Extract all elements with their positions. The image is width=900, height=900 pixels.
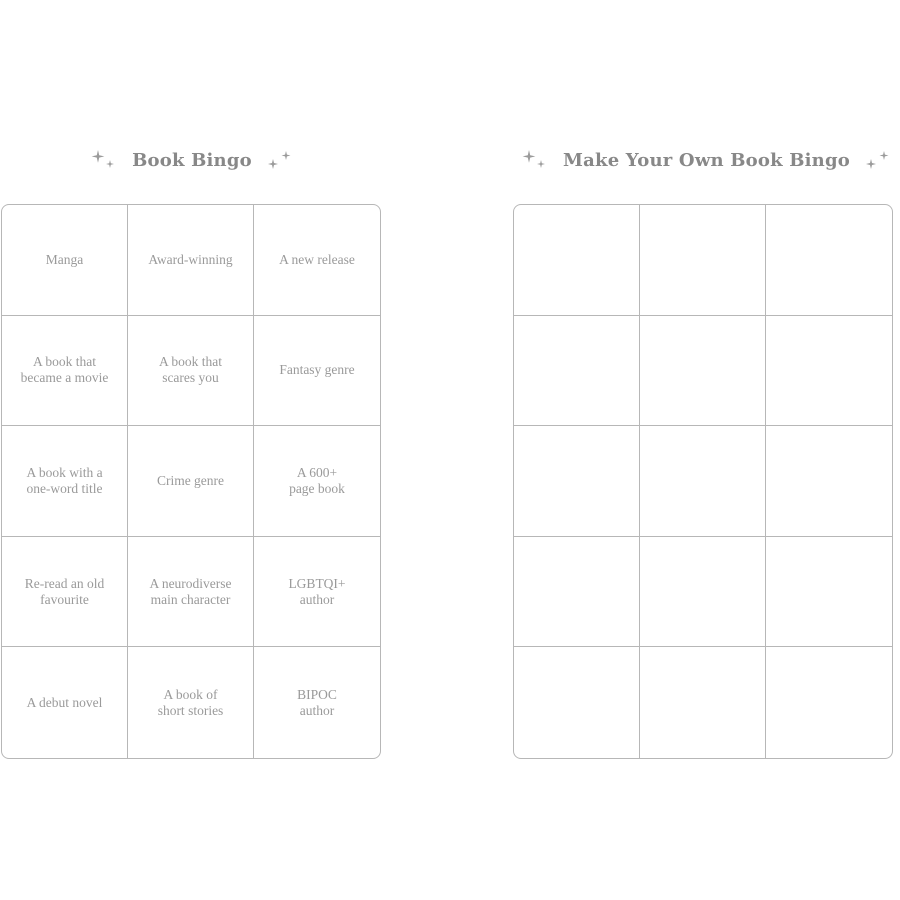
bingo-cell: [254, 537, 380, 648]
bingo-cell-label: A 600+ page book: [289, 464, 345, 496]
bingo-cell-label: Crime genre: [156, 472, 225, 488]
blank-bingo-cell: [640, 647, 766, 758]
bingo-cell: [128, 537, 254, 648]
bingo-cell-label: Award-winning: [148, 251, 233, 267]
blank-bingo-cell: [640, 205, 766, 316]
book-bingo-header: [0, 140, 384, 180]
bingo-cell-label: A new release: [279, 251, 355, 267]
bingo-cell: [128, 316, 254, 427]
bingo-cell: [254, 316, 380, 427]
bingo-cell-label: A debut novel: [26, 694, 103, 710]
bingo-cell-label: LGBTQI+ author: [288, 575, 346, 607]
sparkle-icon: [88, 146, 122, 174]
bingo-cell-label: Re-read an old favourite: [24, 575, 105, 607]
bingo-cell: [2, 205, 128, 316]
blank-bingo-cell: [640, 316, 766, 427]
bingo-cell: [128, 647, 254, 758]
make-your-own-bingo-title: Make Your Own Book Bingo: [563, 149, 850, 171]
blank-bingo-cell: [766, 537, 892, 648]
book-bingo-grid: [1, 204, 381, 759]
blank-bingo-cell: [514, 537, 640, 648]
bingo-cell-label: A book that became a movie: [20, 354, 109, 386]
sparkle-icon: [860, 146, 894, 174]
blank-bingo-cell: [766, 647, 892, 758]
bingo-cell: [254, 647, 380, 758]
bingo-cell-label: BIPOC author: [297, 686, 337, 718]
bingo-cell-label: A book with a one-word title: [26, 464, 103, 496]
blank-bingo-cell: [766, 426, 892, 537]
bingo-cell-label: A book of short stories: [157, 686, 224, 718]
make-your-own-bingo-header: [513, 140, 900, 180]
bingo-cell: [128, 426, 254, 537]
blank-bingo-cell: [514, 647, 640, 758]
blank-bingo-cell: [514, 205, 640, 316]
sparkle-icon: [262, 146, 296, 174]
bingo-cell-label: A book that scares you: [159, 354, 222, 386]
bingo-cell-label: Fantasy genre: [279, 362, 355, 378]
blank-bingo-cell: [766, 316, 892, 427]
blank-bingo-cell: [514, 426, 640, 537]
book-bingo-title: Book Bingo: [132, 149, 252, 171]
blank-bingo-cell: [766, 205, 892, 316]
bingo-cell-label: A neurodiverse main character: [149, 575, 232, 607]
bingo-cell: [254, 426, 380, 537]
bingo-cell: [2, 426, 128, 537]
bingo-cell: [2, 647, 128, 758]
sparkle-icon: [519, 146, 553, 174]
bingo-cell-label: Manga: [45, 251, 84, 267]
bingo-cell: [128, 205, 254, 316]
blank-bingo-cell: [640, 426, 766, 537]
make-your-own-bingo-grid: [513, 204, 893, 759]
bingo-cell: [254, 205, 380, 316]
blank-bingo-cell: [514, 316, 640, 427]
bingo-cell: [2, 537, 128, 648]
bingo-cell: [2, 316, 128, 427]
blank-bingo-cell: [640, 537, 766, 648]
